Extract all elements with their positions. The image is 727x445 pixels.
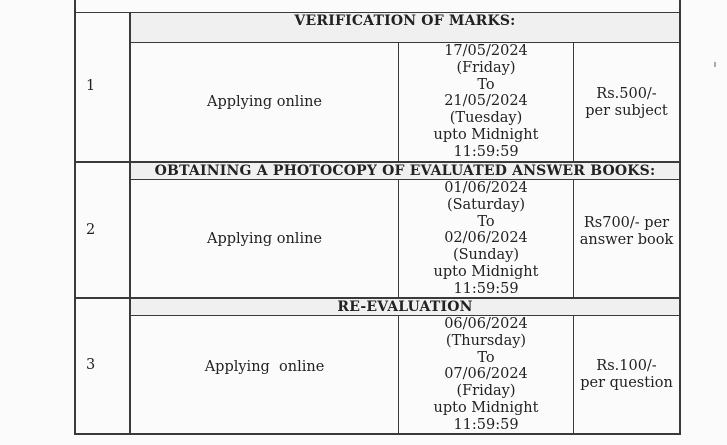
start-day: (Saturday) [446,196,526,213]
fee-amount: Rs.100/- [596,358,657,374]
start-day: (Thursday) [445,332,527,349]
start-date: 06/06/2024 [444,316,528,332]
section-heading: VERIFICATION OF MARKS: [294,13,516,29]
fee-unit: answer book [579,232,674,248]
table-right-border [679,0,681,435]
section-heading: RE-EVALUATION [337,299,473,315]
fee-unit: per subject [585,103,668,119]
end-date: 02/06/2024 [444,230,528,247]
schedule-cell [399,316,573,434]
to-label: To [477,76,495,93]
end-day: (Tuesday) [449,110,523,127]
fee-cell [574,86,679,120]
serial-number: 1 [86,78,96,94]
end-day: (Friday) [456,383,516,400]
schedule-cell [399,43,573,161]
serial-number: 2 [86,222,96,238]
end-date: 21/05/2024 [444,93,528,110]
deadline-time: 11:59:59 [453,143,519,160]
fee-cell [574,358,679,392]
scan-speck [714,62,716,67]
section-heading: OBTAINING A PHOTOCOPY OF EVALUATED ANSWER BOOKS: [154,163,656,179]
mode-cell: Applying online [207,231,322,247]
fee-amount: Rs700/- per [583,215,670,231]
table-left-border [74,0,76,435]
mode-cell: Applying online [207,94,322,110]
start-date: 17/05/2024 [444,43,528,59]
deadline-label: upto Midnight [433,126,539,143]
deadline-time: 11:59:59 [453,280,519,297]
start-date: 01/06/2024 [444,180,528,196]
serial-number: 3 [86,357,96,373]
to-label: To [477,349,495,366]
fee-cell [574,215,679,249]
to-label: To [477,213,495,230]
end-date: 07/06/2024 [444,366,528,383]
fee-amount: Rs.500/- [596,86,657,102]
deadline-time: 11:59:59 [453,416,519,433]
deadline-label: upto Midnight [433,263,539,280]
start-day: (Friday) [456,59,516,76]
fee-unit: per question [580,375,673,391]
schedule-cell [399,180,573,298]
deadline-label: upto Midnight [433,399,539,416]
mode-cell: Applying online [204,359,325,375]
table-bottom-border [74,433,681,435]
end-day: (Sunday) [452,247,520,264]
